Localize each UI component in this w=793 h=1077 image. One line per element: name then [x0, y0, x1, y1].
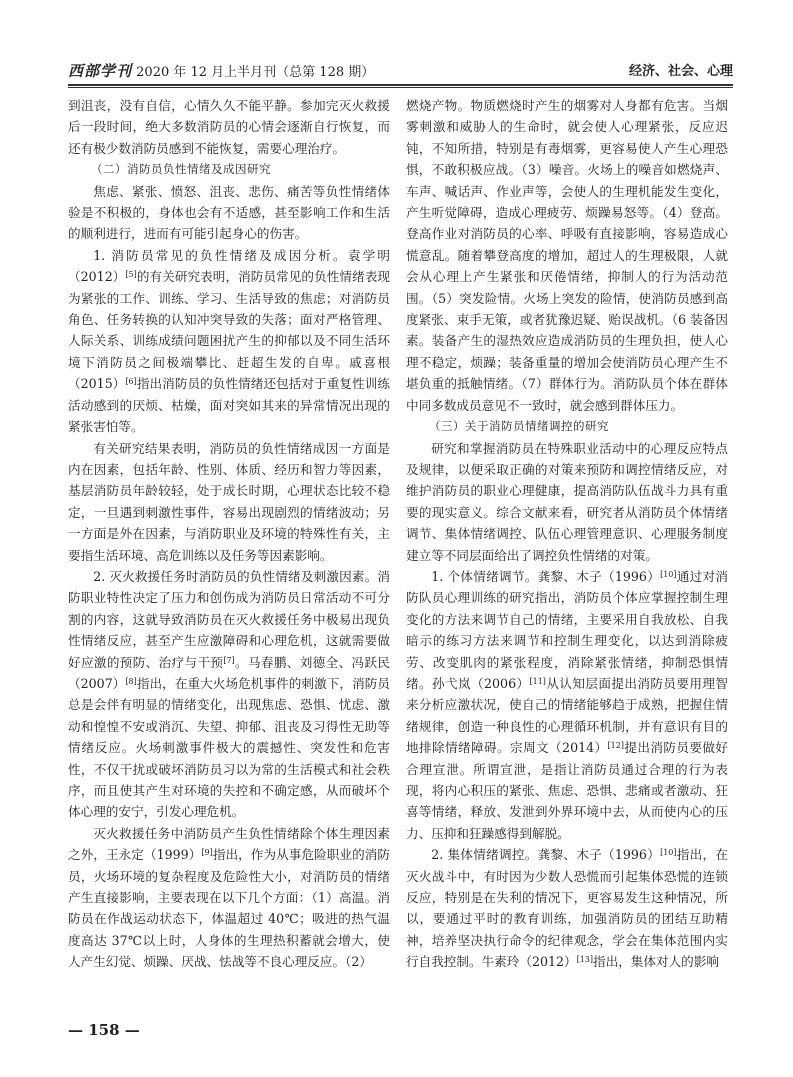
paragraph: 灭火救援任务中消防员产生负性情绪除个体生理因素之外，王永定（1999）[9]指出，作为从事危险职业的消防员，火场环境的复杂程度及危险性大小，对消防员的情绪产生直接影响，主要表现在以下几个方面：（1）高温。消防员在作战运动状态下，体温超过 40℃；吸进的热气温度高达 37℃以上时，人身体的生理热积蓄就会增大，使人产生幻觉、烦躁、厌战、怯战等不良心理反应。（2） — [68, 825, 390, 970]
paragraph: 到沮丧，没有自信，心情久久不能平静。参加完灭火救援后一段时间，绝大多数消防员的心情会逐渐自行恢复，而还有极少数消防员感到不能恢复，需要心理治疗。 — [68, 98, 390, 156]
section-title: 经济、社会、心理 — [628, 64, 733, 79]
paragraph: 2. 灭火救援任务时消防员的负性情绪及刺激因素。消防职业特性决定了压力和创伤成为消防员日常活动不可分割的内容，这就导致消防员在灭火救援任务中极易出现负性情绪反应，甚至产生应激障碍和心理危机，这就需要做好应激的预防、治疗与干预[7]。马春鹏、刘德全、冯跃民（2007）[8]指出，在重大火场危机事件的刺激下，消防员总是会伴有明显的情绪变化，出现焦虑、恐惧、忧虑、激动和惶惶不安或消沉、失望、抑郁、沮丧及习得性无助等情绪反应。火场刺激事件极大的震撼性、突发性和危害性，不仅干扰或破坏消防员习以为常的生活模式和社会秩序，而且使其产生对环境的失控和不确定感，从而破坏个体心理的安宁，引发心理危机。 — [68, 568, 391, 820]
header-rule-thin — [68, 87, 733, 88]
paragraph: 燃烧产物。物质燃烧时产生的烟雾对人身都有危害。当烟雾刺激和威胁人的生命时，就会使人心理紧张，反应迟钝，不知所措，特别是有毒烟雾，更容易使人产生心理恐惧，不敢积极应战。（3）噪音。火场上的噪音如燃烧声、车声、喊话声、作业声等，会使人的生理机能发生变化，产生听觉障碍，造成心理疲劳、烦躁易怒等。（4）登高。登高作业对消防员的心率、呼吸有直接影响，容易造成心慌意乱。随着攀登高度的增加，超过人的生理极限，人就会从心理上产生紧张和厌倦情绪，抑制人的行为活动范围。（5）突发险情。火场上突发的险情，使消防员感到高度紧张、束手无策，或者犹豫迟疑、贻误战机。（6 装备因素。装备产生的湿热效应造成消防员的生理负担，使人心理不稳定，烦躁；装备重量的增加会使消防员心理产生不堪负重的抵触情绪。（7）群体行为。消防队员个体在群体中同多数成员意见不一致时，就会感到群体压力。 — [406, 98, 728, 413]
paragraph: 1. 个体情绪调节。龚黎、木子（1996）[10]通过对消防队员心理训练的研究指出，消防员个体应掌握控制生理变化的方法来调节自己的情绪，主要采用自我放松、自我暗示的练习方法来调节和控制生理变化，以达到消除疲劳、改变肌肉的紧张程度，消除紧张情绪，抑制恐惧情绪。孙弋岚（2006）[11]从认知层面提出消防员要用理智来分析应激状况，使自己的情绪能够趋于成熟，把握住情绪规律，创造一种良性的心理循环机制，并有意识有目的地排除情绪障碍。宗周文（2014）[12]提出消防员要做好合理宣泄。所谓宣泄，是指让消防员通过合理的行为表现，将内心积压的紧张、焦虑、恐惧、悲痛或者激动、狂喜等情绪，释放、发泄到外界环境中去，从而使内心的压力、压抑和狂躁感得到解脱。 — [406, 568, 728, 841]
page-number: — 158 — — [68, 1021, 140, 1039]
header-rule-thick — [68, 84, 733, 86]
paragraph: 研究和掌握消防员在特殊职业活动中的心理反应特点及规律，以便采取正确的对策来预防和调控情绪反应，对维护消防员的职业心理健康，提高消防队伍战斗力具有重要的现实意义。综合文献来看，研究者从消防员个体情绪调节、集体情绪调控、队伍心理管理意识、心理服务制度建立等不同层面给出了调控负性情绪的对策。 — [406, 440, 728, 563]
section-heading: （二）消防员负性情绪及成因研究 — [91, 162, 271, 177]
paragraph: 1. 消防员常见的负性情绪及成因分析。袁学明（2012）[5]的有关研究表明，消防员常见的负性情绪表现为紧张的工作、训练、学习、生活导致的焦虑；对消防员角色、任务转换的认知冲突导致的失落；面对严格管理、人际关系、训练成绩问题困扰产生的抑郁以及不同生活环境下消防员之间极端攀比、赶超生发的自卑。戚喜根（2015）[6]指出消防员的负性情绪还包括对于重复性训练活动感到的厌烦、枯燥，面对突如其来的异常情况出现的紧张害怕等。 — [68, 247, 390, 435]
paragraph: 焦虑、紧张、愤怒、沮丧、悲伤、痛苦等负性情绪体验是不积极的，身体也会有不适感，甚至影响工作和生活的顺利进行，进而有可能引起身心的伤害。 — [68, 183, 390, 242]
issue-info: 2020 年 12 月上半月刊（总第 128 期） — [136, 65, 375, 80]
paragraph: 有关研究结果表明，消防员的负性情绪成因一方面是内在因素，包括年龄、性别、体质、经历和智力等因素，基层消防员年龄较轻，处于成长时期，心理状态比较不稳定，一旦遇到刺激性事件，容易出现剧烈的情绪波动；另一方面是外在因素，与消防职业及环境的特殊性有关，主要指生活环境、高危训练以及任务等因素影响。 — [68, 440, 390, 563]
right-column — [406, 95, 728, 973]
section-heading: （三）关于消防员情绪调控的研究 — [429, 419, 609, 434]
journal-logo: 西部学刊 — [68, 62, 133, 80]
journal-info — [68, 60, 374, 81]
left-column — [68, 95, 390, 973]
running-header — [68, 60, 733, 82]
paragraph: 2. 集体情绪调控。龚黎、木子（1996）[10]指出，在灭火战斗中，有时因为少数人恐慌而引起集体恐慌的连锁反应，特别是在失利的情况下，更容易发生这种情况，所以，要通过平时的教育训练，加强消防员的团结互助精神，培养坚决执行命令的纪律观念，学会在集体范围内实行自我控制。牛素玲（2012）[13]指出，集体对人的影响 — [406, 847, 728, 970]
